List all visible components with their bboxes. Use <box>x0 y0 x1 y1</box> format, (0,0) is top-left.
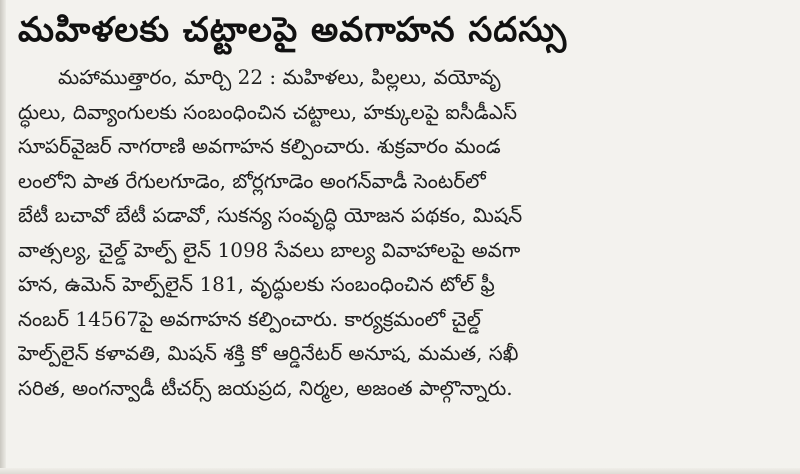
page-bottom-edge <box>0 468 800 474</box>
news-article <box>18 8 788 468</box>
article-line: హెల్ప్‌లైన్ కళావతి, మిషన్ శక్తి కో ఆర్డినేటర్ అనూష, మమత, సఖీ <box>18 341 519 365</box>
article-line: నంబర్ 14567పై అవగాహన కల్పించారు. కార్యక్రమంలో చైల్డ్ <box>18 306 481 331</box>
article-line: వాత్సల్య, చైల్డ్ హెల్ప్ లైన్ 1098 సేవలు బాల్య వివాహాలపై అవగా <box>18 237 521 262</box>
page-edge <box>0 0 6 474</box>
article-line: సూపర్‌వైజర్ నాగరాణి అవగాహన కల్పించారు. శుక్రవారం మండ <box>18 134 501 158</box>
article-headline: మహిళలకు చట్టాలపై అవగాహన సదస్సు <box>18 10 568 50</box>
article-line: మహాముత్తారం, మార్చి 22 : మహిళలు, పిల్లలు, వయోవృ <box>58 65 501 89</box>
article-body <box>18 60 788 405</box>
article-line: బేటీ బచావో బేటీ పడావో, సుకన్య సంవృద్ధి యోజన పథకం, మిషన్ <box>18 203 523 227</box>
article-line: సరిత, అంగన్వాడీ టీచర్స్ జయప్రద, నిర్మల, అజంత పాల్గొన్నారు. <box>18 375 513 400</box>
article-line: లంలోని పాత రేగులగూడెం, బోర్లగూడెం అంగన్‌వాడీ సెంటర్‌లో <box>18 168 486 193</box>
article-line: ద్ధులు, దివ్యాంగులకు సంబంధించిన చట్టాలు, హక్కులపై ఐసీడీఎస్ <box>18 99 518 124</box>
article-line: హన, ఉమెన్ హెల్ప్‌లైన్ 181, వృద్ధులకు సంబంధించిన టోల్ ఫ్రీ <box>18 272 495 296</box>
